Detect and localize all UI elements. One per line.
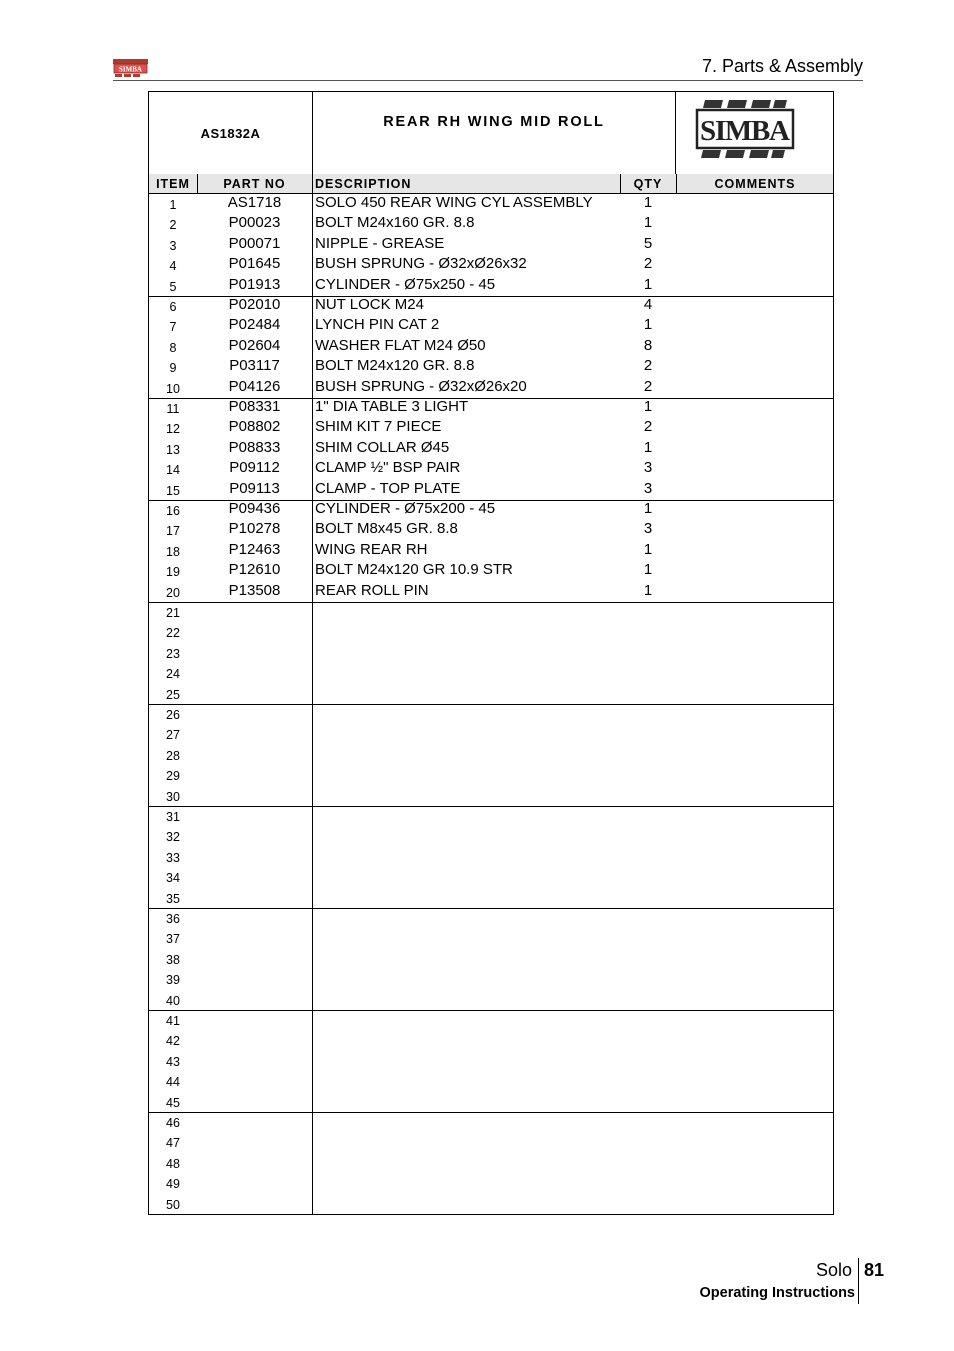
simba-logo xyxy=(695,98,795,160)
item-number: 31 xyxy=(166,810,180,824)
item-number: 40 xyxy=(166,993,180,1008)
table-row xyxy=(149,643,833,663)
item-number: 5 xyxy=(169,279,177,294)
table-row xyxy=(149,928,833,948)
quantity: 1 xyxy=(643,500,653,517)
table-row xyxy=(149,1030,833,1050)
simba-logo-small xyxy=(113,59,148,78)
table-row xyxy=(149,1092,833,1112)
item-number: 49 xyxy=(166,1177,180,1192)
svg-text:SIMBA: SIMBA xyxy=(119,65,142,74)
table-row xyxy=(149,1112,833,1132)
part-number: P01645 xyxy=(228,255,281,273)
table-row xyxy=(149,255,833,275)
quantity: 1 xyxy=(643,540,653,558)
item-number: 14 xyxy=(166,463,180,478)
quantity: 1 xyxy=(643,561,653,579)
col-qty: QTY xyxy=(633,177,663,191)
item-number: 22 xyxy=(166,626,180,641)
quantity: 1 xyxy=(643,581,653,599)
item-number: 8 xyxy=(169,340,177,355)
part-description: BOLT M8x45 GR. 8.8 xyxy=(315,520,458,538)
table-row xyxy=(149,316,833,336)
table-row xyxy=(149,235,833,255)
item-number: 1 xyxy=(169,198,177,212)
part-number: P12463 xyxy=(228,540,281,558)
item-number: 12 xyxy=(166,422,180,437)
part-number: P02010 xyxy=(228,296,281,313)
header-divider xyxy=(113,80,863,81)
table-row xyxy=(149,541,833,561)
table-row xyxy=(149,194,833,214)
quantity: 2 xyxy=(643,418,653,436)
table-row xyxy=(149,520,833,540)
logo-cell xyxy=(677,92,833,174)
part-number: P02484 xyxy=(228,316,281,334)
part-number: P03117 xyxy=(229,357,280,375)
table-row xyxy=(149,602,833,622)
col-description: DESCRIPTION xyxy=(315,177,412,191)
part-description: BUSH SPRUNG - Ø32xØ26x32 xyxy=(315,255,527,273)
part-description: NUT LOCK M24 xyxy=(315,296,424,313)
quantity: 3 xyxy=(643,479,653,497)
table-row xyxy=(149,888,833,908)
part-description: BOLT M24x120 GR 10.9 STR xyxy=(315,561,513,579)
table-row xyxy=(149,704,833,724)
part-number: P08802 xyxy=(228,418,281,436)
col-comments: COMMENTS xyxy=(714,177,796,191)
item-number: 42 xyxy=(166,1034,180,1049)
col-part-no: PART NO xyxy=(223,177,286,191)
part-number: P09113 xyxy=(229,479,280,497)
table-row xyxy=(149,1010,833,1030)
table-row xyxy=(149,908,833,928)
item-number: 16 xyxy=(166,504,180,518)
item-number: 44 xyxy=(166,1075,180,1090)
quantity: 3 xyxy=(643,459,653,477)
part-number: P12610 xyxy=(228,561,281,579)
item-number: 30 xyxy=(166,789,180,804)
table-row xyxy=(149,949,833,969)
table-row xyxy=(149,214,833,234)
item-number: 45 xyxy=(166,1095,180,1110)
part-description: NIPPLE - GREASE xyxy=(315,234,445,252)
divider-item xyxy=(197,174,198,194)
divider-qty xyxy=(676,174,677,194)
table-row xyxy=(149,969,833,989)
item-number: 2 xyxy=(169,218,177,233)
item-number: 24 xyxy=(166,667,180,682)
part-description: WING REAR RH xyxy=(315,540,428,558)
quantity: 1 xyxy=(643,438,653,456)
item-number: 11 xyxy=(166,402,180,416)
quantity: 8 xyxy=(643,336,653,354)
item-number: 32 xyxy=(166,830,180,845)
table-row xyxy=(149,561,833,581)
part-number: P09112 xyxy=(229,459,280,477)
part-number: P00023 xyxy=(228,214,281,232)
item-number: 17 xyxy=(166,524,180,539)
part-description: BUSH SPRUNG - Ø32xØ26x20 xyxy=(315,377,527,395)
item-number: 10 xyxy=(166,381,180,396)
item-number: 13 xyxy=(166,442,180,457)
item-number: 21 xyxy=(166,606,180,620)
part-description: SHIM KIT 7 PIECE xyxy=(315,418,442,436)
table-row xyxy=(149,276,833,296)
table-row xyxy=(149,786,833,806)
table-row xyxy=(149,378,833,398)
part-description: CYLINDER - Ø75x250 - 45 xyxy=(315,275,496,293)
item-number: 33 xyxy=(166,850,180,865)
item-number: 28 xyxy=(166,748,180,763)
table-row xyxy=(149,1173,833,1193)
table-row xyxy=(149,1071,833,1091)
item-number: 7 xyxy=(169,320,177,335)
part-description: CLAMP - TOP PLATE xyxy=(315,479,461,497)
item-number: 15 xyxy=(166,483,180,498)
part-number: P00071 xyxy=(228,234,281,252)
item-number: 38 xyxy=(166,952,180,967)
part-description: BOLT M24x160 GR. 8.8 xyxy=(315,214,475,232)
assembly-code: AS1832A xyxy=(149,92,313,174)
item-number: 6 xyxy=(169,300,177,314)
part-description: LYNCH PIN CAT 2 xyxy=(315,316,440,334)
part-description: SHIM COLLAR Ø45 xyxy=(315,438,450,456)
quantity: 1 xyxy=(643,275,653,293)
item-number: 18 xyxy=(166,544,180,559)
table-row xyxy=(149,418,833,438)
table-row xyxy=(149,459,833,479)
part-description: CLAMP ½" BSP PAIR xyxy=(315,459,461,477)
column-header-row xyxy=(149,174,833,194)
table-row xyxy=(149,806,833,826)
title-row xyxy=(149,92,833,175)
part-number: P10278 xyxy=(228,520,281,538)
quantity: 1 xyxy=(643,316,653,334)
item-number: 25 xyxy=(166,687,180,702)
table-row xyxy=(149,684,833,704)
part-number: P01913 xyxy=(228,275,281,293)
table-row xyxy=(149,296,833,316)
table-row xyxy=(149,500,833,520)
item-number: 50 xyxy=(166,1197,180,1212)
table-row xyxy=(149,1132,833,1152)
quantity: 1 xyxy=(643,194,653,211)
part-description: 1" DIA TABLE 3 LIGHT xyxy=(315,398,469,415)
table-row xyxy=(149,847,833,867)
item-number: 46 xyxy=(166,1116,180,1130)
part-description: SOLO 450 REAR WING CYL ASSEMBLY xyxy=(315,194,593,211)
quantity: 2 xyxy=(643,377,653,395)
table-row xyxy=(149,724,833,744)
item-number: 27 xyxy=(166,728,180,743)
page-number: 81 xyxy=(864,1260,885,1280)
footer-subtitle: Operating Instructions xyxy=(699,1285,855,1301)
table-row xyxy=(149,1194,833,1214)
item-number: 20 xyxy=(166,585,180,600)
table-row xyxy=(149,582,833,602)
quantity: 1 xyxy=(643,398,653,415)
item-number: 41 xyxy=(166,1014,180,1028)
item-number: 35 xyxy=(166,891,180,906)
item-number: 4 xyxy=(169,259,177,274)
table-row xyxy=(149,439,833,459)
quantity: 2 xyxy=(643,255,653,273)
item-number: 26 xyxy=(166,708,180,722)
table-row xyxy=(149,745,833,765)
table-row xyxy=(149,663,833,683)
table-row xyxy=(149,765,833,785)
col-item: ITEM xyxy=(156,177,190,191)
part-number: P08331 xyxy=(228,398,281,415)
item-number: 34 xyxy=(166,871,180,886)
table-row xyxy=(149,1051,833,1071)
part-description: REAR ROLL PIN xyxy=(315,581,429,599)
part-number: P13508 xyxy=(228,581,281,599)
quantity: 3 xyxy=(643,520,653,538)
assembly-name: REAR RH WING MID ROLL xyxy=(313,92,676,174)
item-number: 19 xyxy=(166,565,180,580)
item-number: 47 xyxy=(166,1136,180,1151)
table-row xyxy=(149,826,833,846)
item-number: 37 xyxy=(166,932,180,947)
part-number: P09436 xyxy=(228,500,281,517)
quantity: 1 xyxy=(643,214,653,232)
table-row xyxy=(149,990,833,1010)
quantity: 2 xyxy=(643,357,653,375)
item-number: 29 xyxy=(166,769,180,784)
table-row xyxy=(149,1153,833,1173)
svg-text:SIMBA: SIMBA xyxy=(700,115,790,147)
item-number: 36 xyxy=(166,912,180,926)
table-row xyxy=(149,337,833,357)
footer-divider xyxy=(858,1258,859,1304)
section-title: 7. Parts & Assembly xyxy=(701,56,863,76)
item-number: 3 xyxy=(169,238,177,253)
part-description: CYLINDER - Ø75x200 - 45 xyxy=(315,500,496,517)
item-number: 39 xyxy=(166,973,180,988)
item-number: 48 xyxy=(166,1156,180,1171)
divider-desc xyxy=(620,174,621,194)
part-description: WASHER FLAT M24 Ø50 xyxy=(315,336,486,354)
part-number: AS1718 xyxy=(227,194,282,211)
table-row xyxy=(149,480,833,500)
part-number: P02604 xyxy=(228,336,281,354)
part-description: BOLT M24x120 GR. 8.8 xyxy=(315,357,475,375)
footer-product: Solo xyxy=(816,1260,853,1280)
part-number: P08833 xyxy=(228,438,281,456)
quantity: 4 xyxy=(643,296,653,313)
item-number: 9 xyxy=(169,361,177,376)
table-row xyxy=(149,622,833,642)
item-number: 43 xyxy=(166,1054,180,1069)
part-number: P04126 xyxy=(228,377,281,395)
table-row xyxy=(149,398,833,418)
table-row xyxy=(149,867,833,887)
item-number: 23 xyxy=(166,646,180,661)
table-row xyxy=(149,357,833,377)
quantity: 5 xyxy=(643,234,653,252)
parts-sheet xyxy=(148,91,834,1215)
